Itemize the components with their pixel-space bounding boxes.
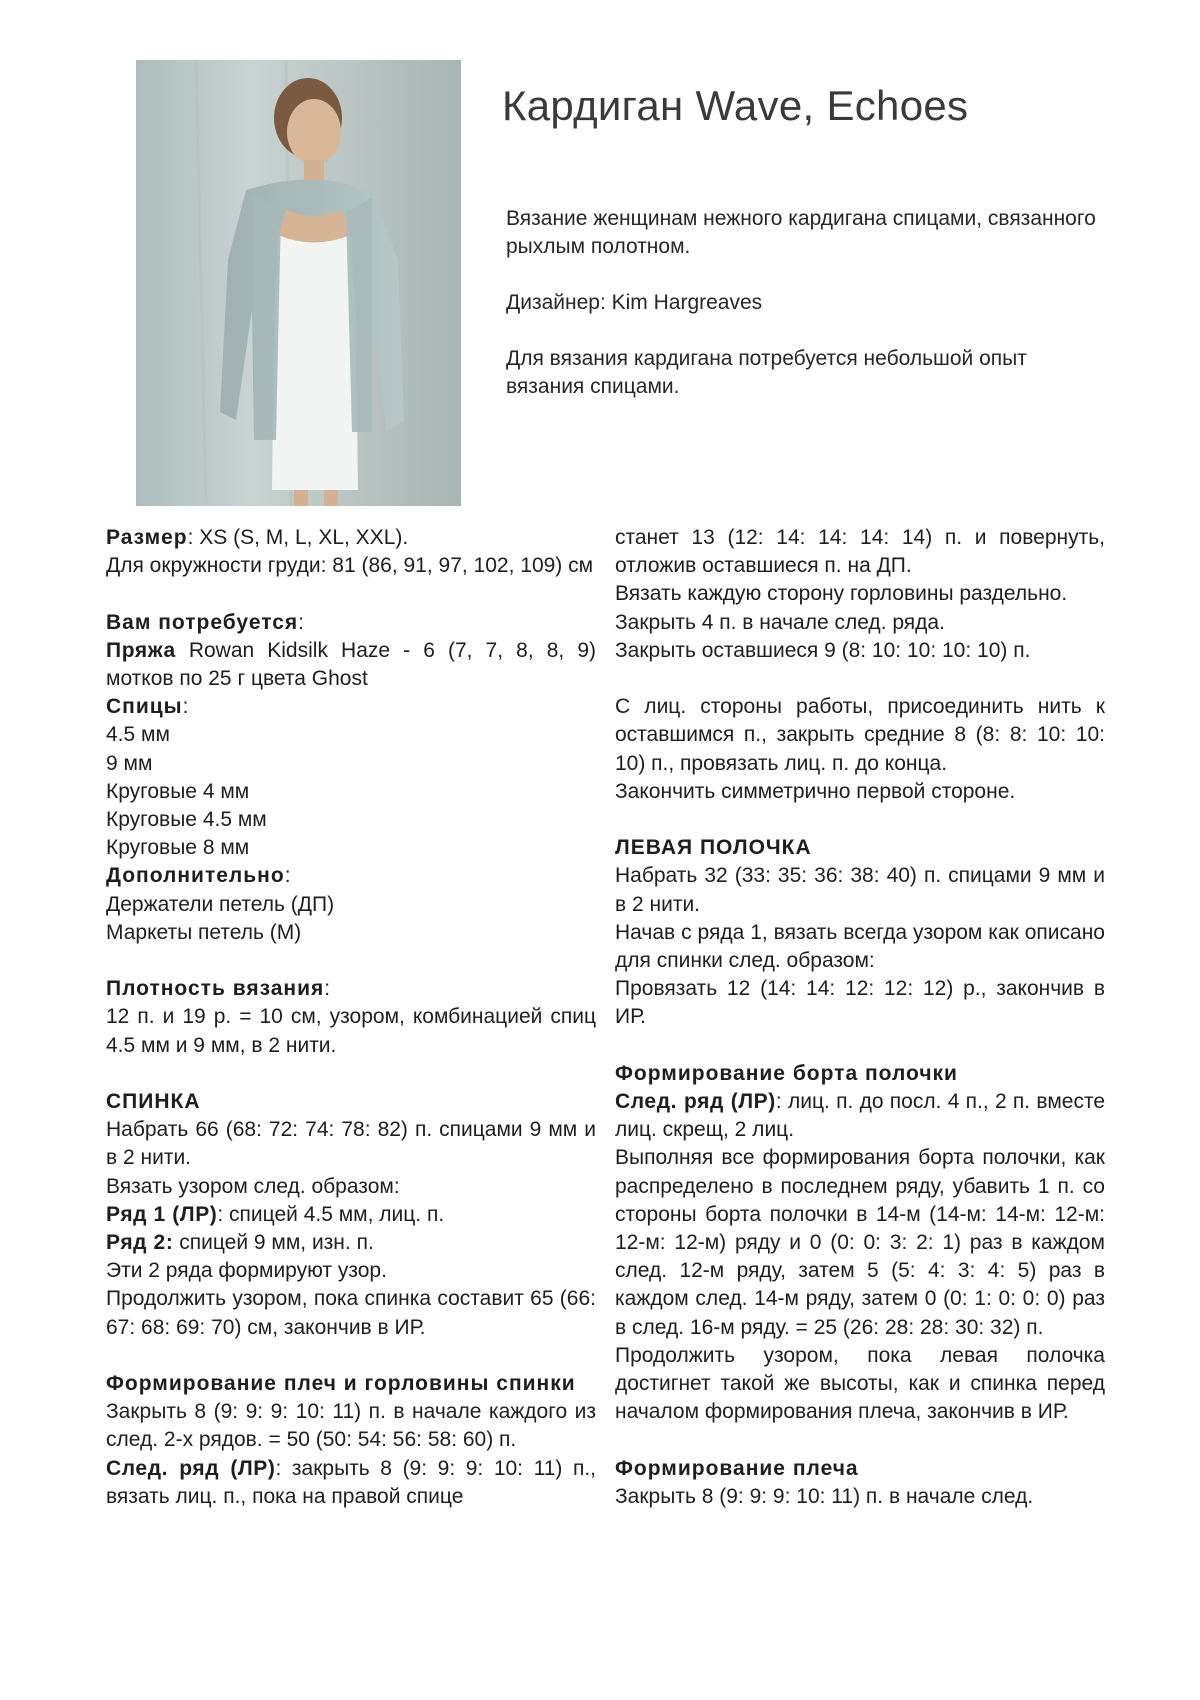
edge-heading: Формирование борта полочки [615,1061,958,1085]
rs-text: С лиц. стороны работы, присоединить нить к оставшимся п., закрыть средние 8 (8: 8: 10: 10: 10) п., провязать лиц. п. до конца. [615,695,1105,775]
extra-heading: Дополнительно: [106,864,291,888]
needle-item: Круговые 8 мм [106,836,250,860]
right-column [615,524,1105,1511]
chest-line: Для окружности груди: 81 (86, 91, 97, 102, 109) см [106,554,594,578]
row2-line: Ряд 2: спицей 9 мм, изн. п. [106,1231,374,1255]
gauge-heading: Плотность вязания: [106,977,331,1001]
cont-1: станет 13 (12: 14: 14: 14: 14) п. и повернуть, отложив оставшиеся п. на ДП. [615,526,1105,578]
size-line: Размер: XS (S, M, L, XL, XXL). [106,526,409,549]
materials-heading: Вам потребуется: [106,610,305,634]
intro-designer: Дизайнер: Kim Hargreaves [506,291,763,314]
cardigan-photo [136,60,461,506]
front-shoulder-heading: Формирование плеча [615,1456,859,1480]
shoulder-text: Закрыть 8 (9: 9: 9: 10: 11) п. в начале каждого из след. 2-х рядов. = 50 (50: 54: 56: 58: 60) п. [106,1400,596,1452]
edge-text: Выполняя все формирования борта полочки, как распределено в последнем ряду, убавить 1 п. со стороны борта полочки в 14-м (14-м: 14-м: 12-м: 12-м: 12-м) ряду и 0 (0: 0: 3: 2: 1) раз в каждом след. 12-м ряду, затем 5 (5: 4: 3: 4: 5) раз в каждом след. 14-м ряду, затем 0 (0: 1: 0: 0: 0) раз в след. 16-м ряду. = 25 (26: 28: 28: 30: 32) п. [615,1146,1105,1339]
cont-4: Закрыть оставшиеся 9 (8: 10: 10: 10: 10) п. [615,638,1031,662]
back-continue: Продолжить узором, пока спинка составит 65 (66: 67: 68: 69: 70) см, закончив в ИР. [106,1287,596,1339]
intro-description: Вязание женщинам нежного кардигана спицами, связанного рыхлым полотном. [506,207,1096,258]
left-column [106,524,596,1511]
gauge-text: 12 п. и 19 р. = 10 см, узором, комбинацией спиц 4.5 мм и 9 мм, в 2 нити. [106,1005,596,1057]
left-front-heading: ЛЕВАЯ ПОЛОЧКА [615,836,812,860]
needle-item: Круговые 4 мм [106,779,250,803]
edge-row-line: След. ряд (ЛР): лиц. п. до посл. 4 п., 2 п. вместе лиц. скрещ, 2 лиц. [615,1090,1105,1142]
cont-2: Вязать каждую сторону горловины раздельно. [615,582,1068,606]
back-cast-on: Набрать 66 (68: 72: 74: 78: 82) п. спицами 9 мм и в 2 нити. [106,1118,596,1170]
shoulder-heading: Формирование плеч и горловины спинки [106,1372,576,1396]
lf-knit: Провязать 12 (14: 14: 12: 12: 12) р., закончив в ИР. [615,977,1105,1029]
intro-experience: Для вязания кардигана потребуется небольшой опыт вязания спицами. [506,347,1027,398]
back-heading: СПИНКА [106,1090,201,1114]
extra-item: Маркеты петель (М) [106,920,302,944]
symmetric-text: Закончить симметрично первой стороне. [615,779,1016,803]
intro-block [506,205,1106,429]
lf-continue: Продолжить узором, пока левая полочка достигнет такой же высоты, как и спинка перед началом формирования плеча, закончив в ИР. [615,1343,1105,1424]
needle-item: 4.5 мм [106,723,170,747]
cont-3: Закрыть 4 п. в начале след. ряда. [615,610,945,634]
yarn-line: Пряжа Rowan Kidsilk Haze - 6 (7, 7, 8, 8, 9) мотков по 25 г цвета Ghost [106,638,596,690]
lf-start: Начав с ряда 1, вязать всегда узором как описано для спинки след. образом: [615,920,1105,973]
extra-item: Держатели петель (ДП) [106,892,335,916]
needle-item: 9 мм [106,751,153,775]
front-shoulder-text: Закрыть 8 (9: 9: 9: 10: 11) п. в начале след. [615,1484,1034,1508]
page-title: Кардиган Wave, Echoes [502,82,969,129]
needle-item: Круговые 4.5 мм [106,808,267,832]
rows-form: Эти 2 ряда формируют узор. [106,1259,387,1283]
row1-line: Ряд 1 (ЛР): спицей 4.5 мм, лиц. п. [106,1202,445,1226]
back-pattern: Вязать узором след. образом: [106,1174,400,1198]
lf-cast-on: Набрать 32 (33: 35: 36: 38: 40) п. спицами 9 мм и в 2 нити. [615,864,1105,916]
next-row-line: След. ряд (ЛР): закрыть 8 (9: 9: 9: 10: 11) п., вязать лиц. п., пока на правой спице [106,1456,597,1508]
needles-heading: Спицы: [106,695,189,719]
